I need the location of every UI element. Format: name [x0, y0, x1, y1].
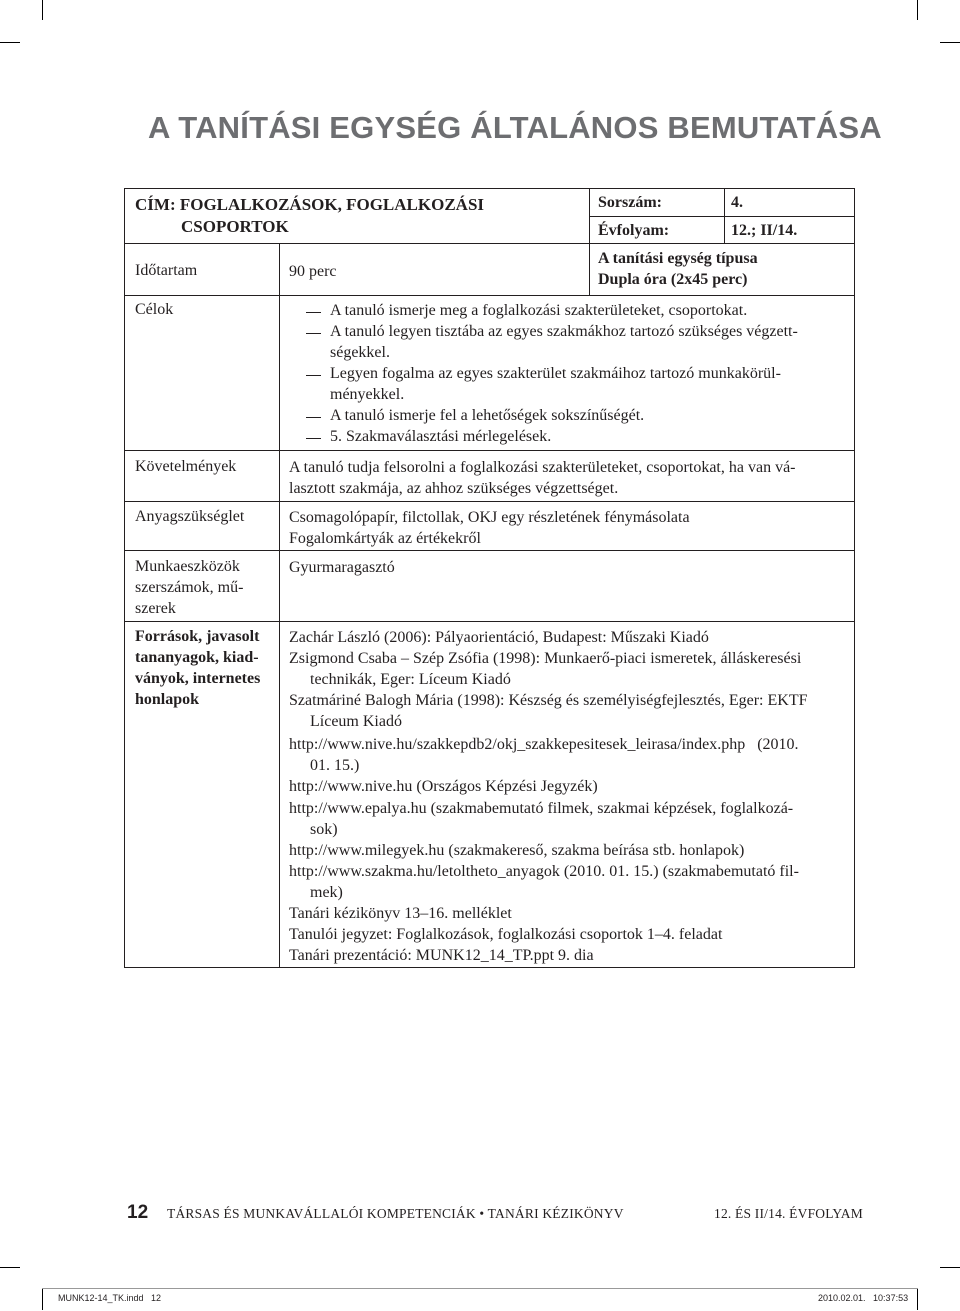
forrasok-label: honlapok — [135, 691, 200, 708]
footer-grade: 12. ÉS II/14. ÉVFOLYAM — [714, 1206, 863, 1221]
crop-mark — [940, 42, 960, 43]
source-line-cont: mek) — [310, 884, 343, 901]
source-link[interactable]: http://www.nive.hu (Országos Képzési Jegyzék) — [289, 778, 598, 795]
list-item: 5. Szakmaválasztási mérlegelések. — [330, 428, 552, 445]
munkaeszkozok-label: Munkaeszközök — [135, 558, 240, 575]
kovetelmenyek-line: A tanuló tudja felsorolni a foglalkozási szakterületeket, csoportokat, ha van vá- — [289, 459, 796, 476]
slug-frame — [42, 1288, 918, 1311]
source-line: Zachár László (2006): Pályaorientáció, Budapest: Műszaki Kiadó — [289, 629, 709, 646]
munkaeszkozok-value: Gyurmaragasztó — [289, 559, 395, 576]
slug-date: 2010.02.01. 10:37:53 — [818, 1293, 909, 1303]
forrasok-label: Források, javasolt — [135, 628, 260, 645]
anyagszukseglet-label: Anyagszükséglet — [135, 508, 245, 525]
celok-label: Célok — [135, 301, 174, 318]
page-number: 12 — [127, 1202, 149, 1223]
cim-title-line2: CSOPORTOK — [181, 217, 289, 236]
crop-mark — [917, 0, 918, 20]
sorszam-label: Sorszám: — [598, 194, 662, 211]
source-line: Tanulói jegyzet: Foglalkozások, foglalkozási csoportok 1–4. feladat — [289, 926, 723, 943]
sorszam-value: 4. — [731, 194, 743, 211]
anyagszukseglet-line: Csomagolópapír, filctollak, OKJ egy részletének fénymásolata — [289, 509, 690, 526]
idotartam-value: 90 perc — [289, 263, 337, 280]
list-dash — [306, 375, 321, 376]
anyagszukseglet-line: Fogalomkártyák az értékekről — [289, 530, 481, 547]
source-line-cont: 01. 15.) — [310, 757, 360, 774]
idotartam-label: Időtartam — [135, 262, 198, 279]
crop-mark — [0, 1267, 20, 1268]
list-item: A tanuló legyen tisztába az egyes szakmákhoz tartozó szükséges végzett- — [330, 323, 798, 340]
source-link[interactable]: http://www.szakma.hu/letoltheto_anyagok (2010. 01. 15.) (szakmabemutató fil- — [289, 863, 799, 880]
source-link[interactable]: http://www.milegyek.hu (szakmakereső, szakma beírása stb. honlapok) — [289, 842, 745, 859]
forrasok-label: tananyagok, kiad- — [135, 649, 259, 666]
kovetelmenyek-label: Követelmények — [135, 458, 237, 475]
munkaeszkozok-label: szerszámok, mű- — [135, 579, 244, 596]
munkaeszkozok-label: szerek — [135, 600, 176, 617]
source-line: Szatmáriné Balogh Mária (1998): Készség és személyiségfejlesztés, Eger: EKTF — [289, 692, 808, 709]
page-title: A TANÍTÁSI EGYSÉG ÁLTALÁNOS BEMUTATÁSA — [148, 110, 882, 145]
source-line: Zsigmond Csaba – Szép Zsófia (1998): Munkaerő-piaci ismeretek, álláskeresési — [289, 650, 802, 667]
list-dash — [306, 333, 321, 334]
forrasok-label: ványok, internetes — [135, 670, 261, 687]
tipus-label: A tanítási egység típusa — [598, 250, 758, 267]
list-item-cont: ségekkel. — [330, 344, 390, 361]
evfolyam-value: 12.; II/14. — [731, 222, 798, 239]
list-item: A tanuló ismerje meg a foglalkozási szakterületeket, csoportokat. — [330, 302, 748, 319]
source-line: Tanári prezentáció: MUNK12_14_TP.ppt 9. dia — [289, 947, 594, 964]
crop-mark — [940, 1267, 960, 1268]
source-link[interactable]: http://www.epalya.hu (szakmabemutató filmek, szakmai képzések, foglalkozá- — [289, 800, 794, 817]
list-dash — [306, 438, 321, 439]
source-line-cont: Líceum Kiadó — [310, 713, 402, 730]
source-line: Tanári kézikönyv 13–16. melléklet — [289, 905, 512, 922]
evfolyam-label: Évfolyam: — [598, 222, 670, 239]
tipus-value: Dupla óra (2x45 perc) — [598, 271, 748, 288]
crop-mark — [42, 0, 43, 20]
list-item-cont: ményekkel. — [330, 386, 405, 403]
list-dash — [306, 312, 321, 313]
cim-title-line1: CÍM: FOGLALKOZÁSOK, FOGLALKOZÁSI — [135, 195, 485, 214]
footer-book-title: TÁRSAS ÉS MUNKAVÁLLALÓI KOMPETENCIÁK • TANÁRI KÉZIKÖNYV — [167, 1206, 624, 1221]
list-item: A tanuló ismerje fel a lehetőségek sokszínűségét. — [330, 407, 645, 424]
source-link[interactable]: http://www.nive.hu/szakkepdb2/okj_szakkepesitesek_leirasa/index.php (2010. — [289, 736, 799, 753]
list-item: Legyen fogalma az egyes szakterület szakmáihoz tartozó munkakörül- — [330, 365, 781, 382]
slug-file: MUNK12-14_TK.indd 12 — [58, 1293, 162, 1303]
source-line-cont: technikák, Eger: Líceum Kiadó — [310, 671, 511, 688]
crop-mark — [0, 42, 20, 43]
list-dash — [306, 417, 321, 418]
kovetelmenyek-line: lasztott szakmája, az ahhoz szükséges végzettséget. — [289, 480, 619, 497]
source-line-cont: sok) — [310, 821, 338, 838]
